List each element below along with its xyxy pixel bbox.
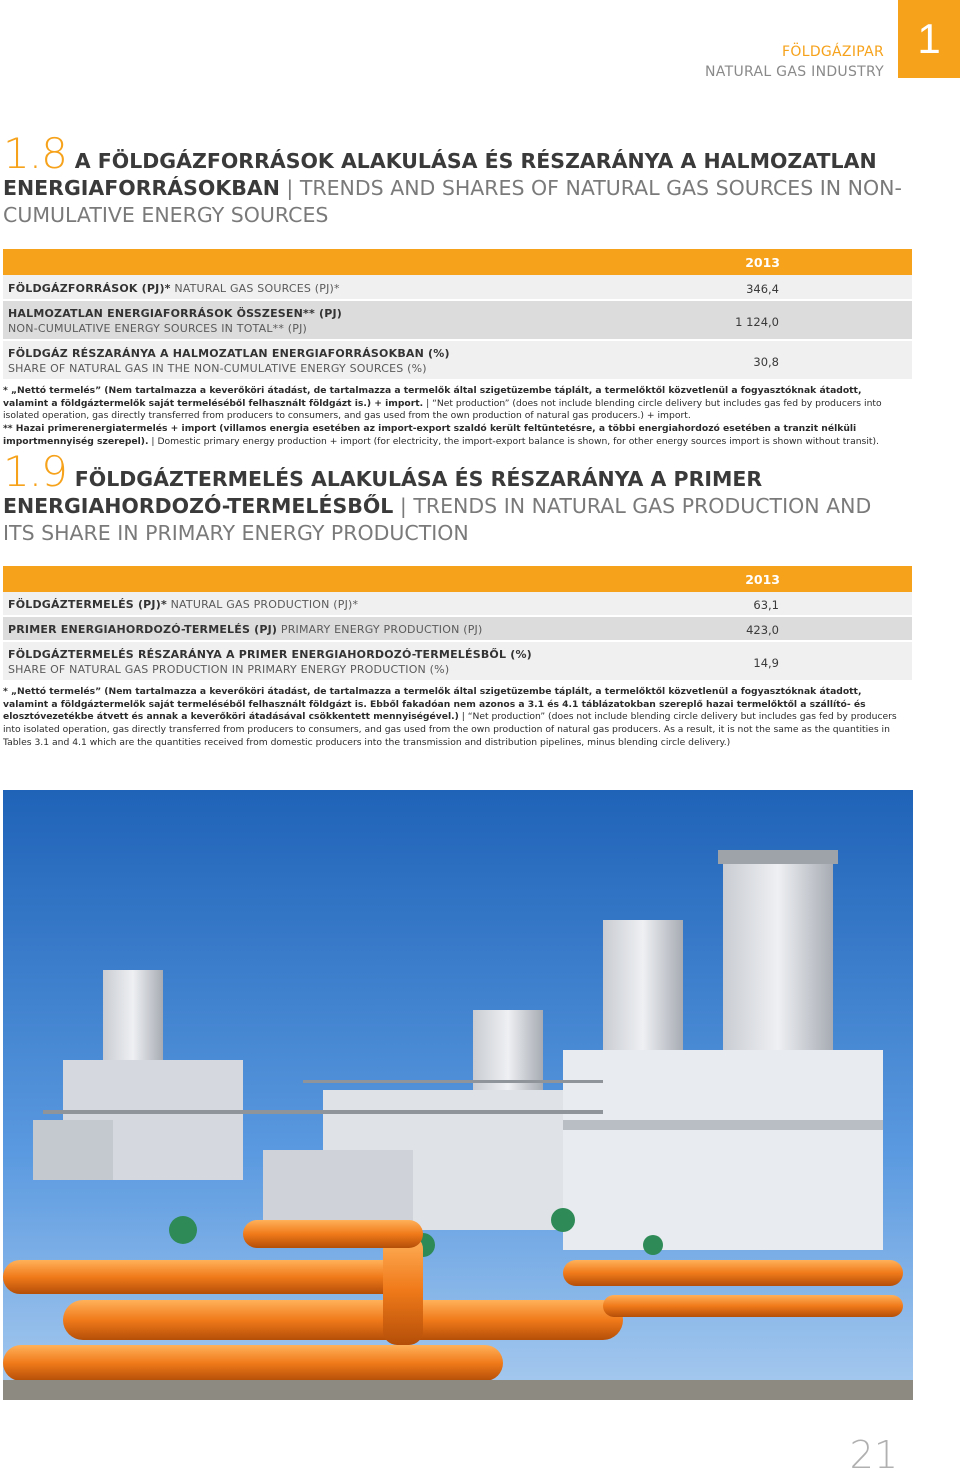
row-label-en: SHARE OF NATURAL GAS PRODUCTION IN PRIMARY ENERGY PRODUCTION (%) <box>8 663 450 676</box>
note-en: | “Net production” (does not include blending circle delivery but includes gas fed by producers into isolated operation, gas directly transferred from producers to consumers, and gas used from the own production of natural gas producers. As a result, it is not the same as the quantities in Tables 3.1 and 4.1 which are the quantities received from domestic producers into the transmission and distribution pipelines, minus blending circle delivery.) <box>3 711 897 748</box>
note-en: | Domestic primary energy production + import (for electricity, the import-export balance is shown, for other energy sources import is shown without transit). <box>151 435 879 447</box>
table-header <box>3 566 912 592</box>
title-en: | TRENDS IN NATURAL GAS PRODUCTION AND ITS SHARE IN PRIMARY ENERGY PRODUCTION <box>3 494 872 545</box>
row-label-hu: HALMOZATLAN ENERGIAFORRÁSOK ÖSSZESEN** (PJ) <box>8 307 342 320</box>
table-row <box>3 275 912 301</box>
title-hu: FÖLDGÁZTERMELÉS ALAKULÁSA ÉS RÉSZARÁNYA A PRIMER ENERGIAHORDOZÓ-TERMELÉSBŐL <box>3 467 763 518</box>
table-row <box>3 642 912 682</box>
table-row <box>3 301 912 341</box>
gas-plant-illustration <box>3 790 913 1400</box>
table-1-9 <box>3 566 912 682</box>
row-label-en: NATURAL GAS SOURCES (PJ)* <box>174 282 340 295</box>
note-hu: ** Hazai primerenergiatermelés + import (villamos energia esetében az import-export szaldó került feltüntetésre, a többi energiahordozó esetében a tranzit nélküli importmennyiség szerepel). <box>3 423 857 447</box>
row-label-hu: FÖLDGÁZTERMELÉS RÉSZARÁNYA A PRIMER ENERGIAHORDOZÓ-TERMELÉSBŐL (%) <box>8 648 532 661</box>
header-line-hu: FÖLDGÁZIPAR <box>782 44 884 60</box>
table-row <box>3 341 912 381</box>
row-label-hu: FÖLDGÁZFORRÁSOK (PJ)* <box>8 282 171 295</box>
header-line-en: NATURAL GAS INDUSTRY <box>705 64 884 80</box>
row-label-hu: FÖLDGÁZ RÉSZARÁNYA A HALMOZATLAN ENERGIAFORRÁSOKBAN (%) <box>8 347 450 360</box>
row-label-en: NON-CUMULATIVE ENERGY SOURCES IN TOTAL** (PJ) <box>8 322 308 335</box>
row-value: 1 124,0 <box>735 315 779 329</box>
section-number: 1.9 <box>3 447 67 496</box>
row-value: 346,4 <box>746 282 779 296</box>
row-label-hu: PRIMER ENERGIAHORDOZÓ-TERMELÉS (PJ) <box>8 623 278 636</box>
row-value: 423,0 <box>746 623 779 637</box>
note-hu: * „Nettó termelés” (Nem tartalmazza a keverőköri átadást, de tartalmazza a termelők által szigetüzembe táplált, a termelőktől közvetlenül a fogyasztóknak átadott, valamint a földgáztermelők saját termeléséből felhasznált földgázt is.) + import. <box>3 385 862 409</box>
row-value: 14,9 <box>753 656 779 670</box>
year-header: 2013 <box>745 572 780 587</box>
note-en: | “Net production” (does not include blending circle delivery but includes gas fed by producers into isolated operation, gas directly transferred from producers to consumers, and gas used from the own production of natural gas producers.) + import. <box>3 397 882 422</box>
note-hu: * „Nettó termelés” (Nem tartalmazza a keverőköri átadást, de tartalmazza a termelők által szigetüzembe táplált, a termelőktől közvetlenül a fogyasztóknak átadott, valamint a földgáztermelők saját termeléséből felhasznált földgázt is. Ebből fakadóan nem azonos a 3.1 és 4.1 táblázatokban szereplő hazai termelőktől a szállító- és elosztóvezetékbe átvett és annak a keverőköri átadásával csökkentett mennyiségével.) <box>3 686 866 723</box>
table-row <box>3 617 912 642</box>
table-row <box>3 592 912 617</box>
section-1-8-title <box>3 129 903 229</box>
table-1-8 <box>3 249 912 381</box>
row-label-en: NATURAL GAS PRODUCTION (PJ)* <box>170 598 359 611</box>
section-1-9-title <box>3 447 903 547</box>
gas-plant-photo <box>3 790 913 1400</box>
title-hu: A FÖLDGÁZFORRÁSOK ALAKULÁSA ÉS RÉSZARÁNYA A HALMOZATLAN ENERGIAFORRÁSOKBAN <box>3 149 877 200</box>
footnote-1-9 <box>3 686 909 750</box>
row-label-hu: FÖLDGÁZTERMELÉS (PJ)* <box>8 598 167 611</box>
page-number: 21 <box>849 1433 898 1470</box>
row-value: 30,8 <box>753 355 779 369</box>
row-label-en: PRIMARY ENERGY PRODUCTION (PJ) <box>280 623 483 636</box>
section-number: 1.8 <box>3 129 67 178</box>
chapter-tab: 1 <box>898 0 960 78</box>
table-header <box>3 249 912 275</box>
title-en: | TRENDS AND SHARES OF NATURAL GAS SOURCES IN NON-CUMULATIVE ENERGY SOURCES <box>3 176 902 227</box>
running-header <box>705 42 884 82</box>
row-value: 63,1 <box>753 598 779 612</box>
year-header: 2013 <box>745 255 780 270</box>
row-label-en: SHARE OF NATURAL GAS IN THE NON-CUMULATIVE ENERGY SOURCES (%) <box>8 362 427 375</box>
footnote-1-8 <box>3 385 909 449</box>
